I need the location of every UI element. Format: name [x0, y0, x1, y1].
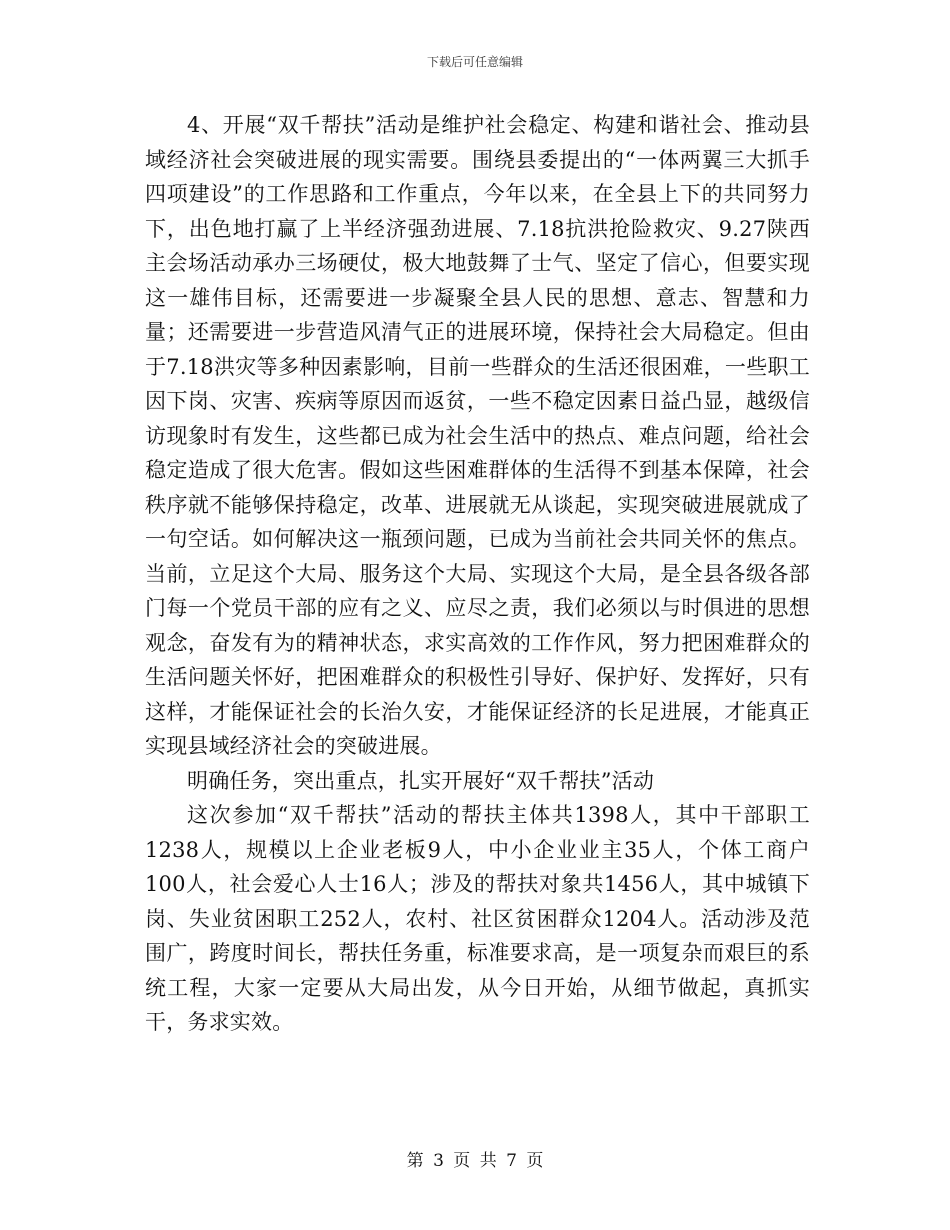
page-footer: [0, 1150, 950, 1172]
page-number: 第 3 页 共 7 页: [406, 1151, 544, 1171]
header-note: 下载后可任意编辑: [426, 55, 523, 69]
document-body: [145, 108, 810, 1040]
page-header: [0, 54, 950, 70]
paragraph-2: 这次参加“双千帮扶”活动的帮扶主体共1398人，其中干部职工1238人，规模以上企业老板9人，中小企业业主35人，个体工商户100人，社会爱心人士16人；涉及的帮扶对象共1456人，其中城镇下岗、失业贫困职工252人，农村、社区贫困群众1204人。活动涉及范围广，跨度时间长，帮扶任务重，标准要求高，是一项复杂而艰巨的系统工程，大家一定要从大局出发，从今日开始，从细节做起，真抓实干，务求实效。: [145, 803, 810, 1034]
paragraph-1: 4、开展“双千帮扶”活动是维护社会稳定、构建和谐社会、推动县域经济社会突破进展的现实需要。围绕县委提出的“一体两翼三大抓手四项建设”的工作思路和工作重点，今年以来，在全县上下的共同努力下，出色地打赢了上半经济强劲进展、7.18抗洪抢险救灾、9.27陕西主会场活动承办三场硬仗，极大地鼓舞了士气、坚定了信心，但要实现这一雄伟目标，还需要进一步凝聚全县人民的思想、意志、智慧和力量；还需要进一步营造风清气正的进展环境，保持社会大局稳定。但由于7.18洪灾等多种因素影响，目前一些群众的生活还很困难，一些职工因下岗、灾害、疾病等原因而返贫，一些不稳定因素日益凸显，越级信访现象时有发生，这些都已成为社会生活中的热点、难点问题，给社会稳定造成了很大危害。假如这些困难群体的生活得不到基本保障，社会秩序就不能够保持稳定，改革、进展就无从谈起，实现突破进展就成了一句空话。如何解决这一瓶颈问题，已成为当前社会共同关怀的焦点。当前，立足这个大局、服务这个大局、实现这个大局，是全县各级各部门每一个党员干部的应有之义、应尽之责，我们必须以与时俱进的思想观念，奋发有为的精神状态，求实高效的工作作风，努力把困难群众的生活问题关怀好，把困难群众的积极性引导好、保护好、发挥好，只有这样，才能保证社会的长治久安，才能保证经济的长足进展，才能真正实现县域经济社会的突破进展。: [145, 113, 810, 758]
section-heading: 明确任务，突出重点，扎实开展好“双千帮扶”活动: [187, 768, 655, 793]
